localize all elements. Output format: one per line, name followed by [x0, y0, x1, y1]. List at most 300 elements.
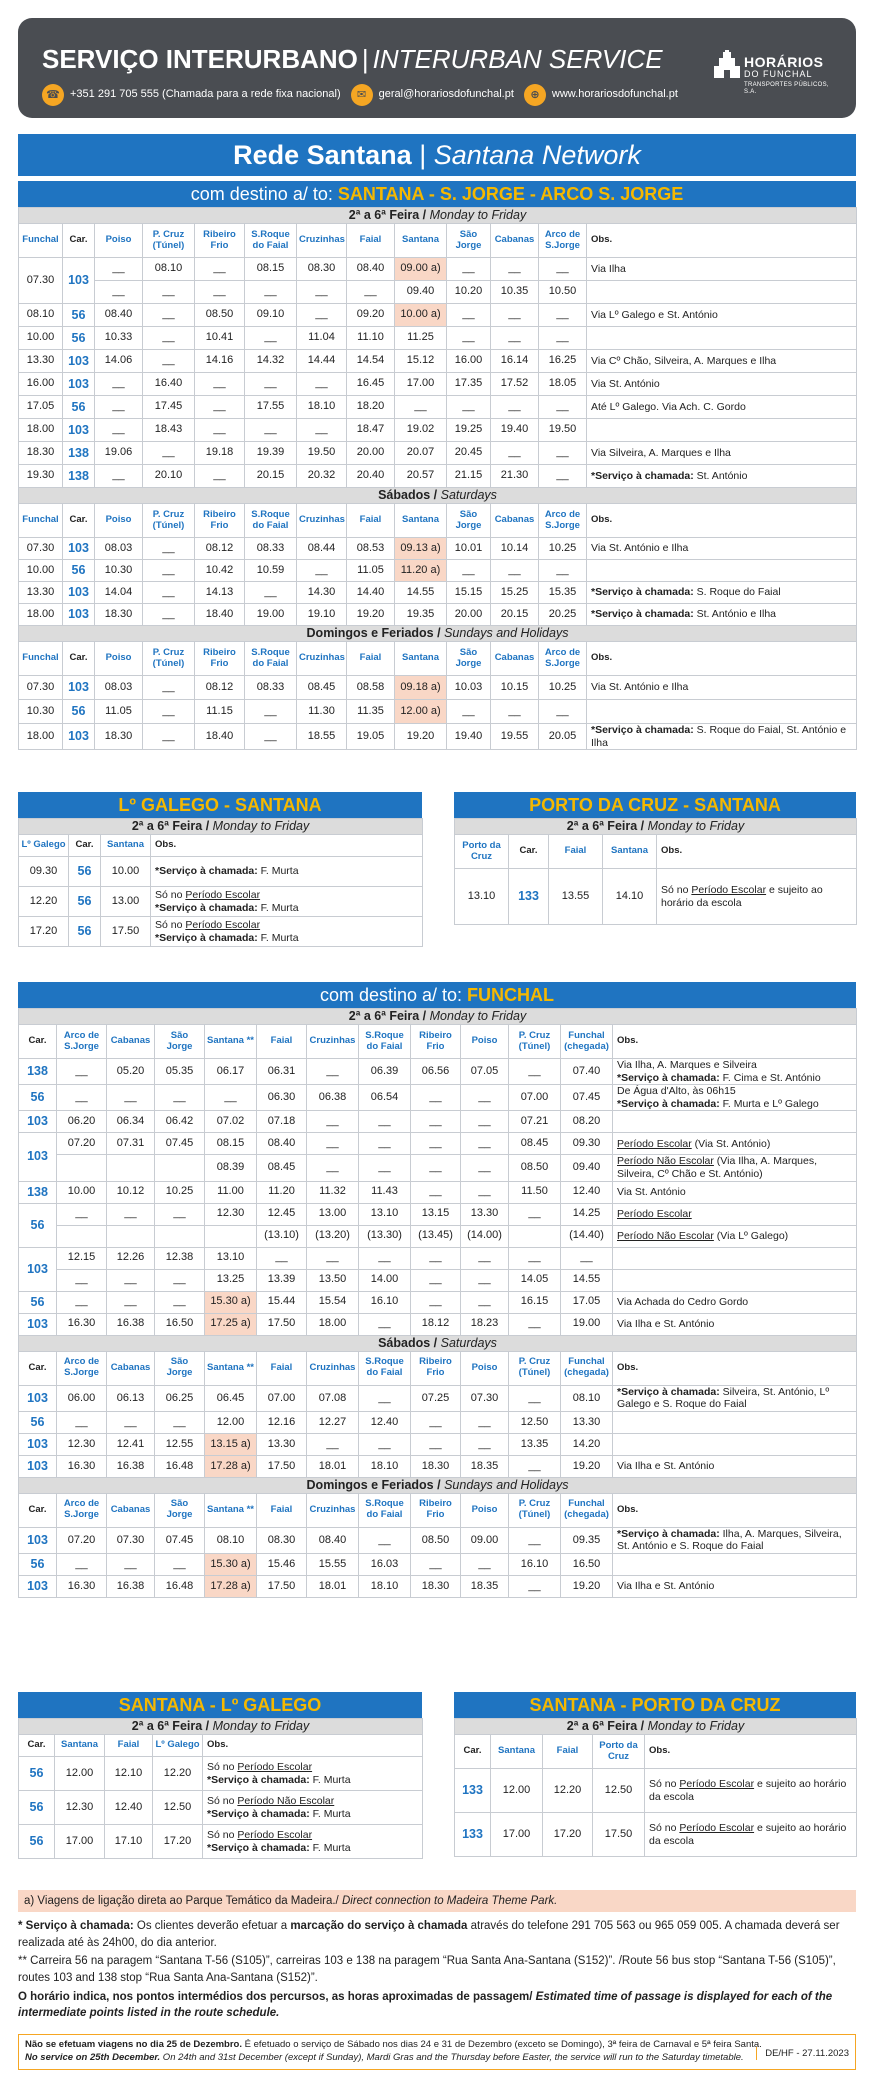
time-cell: 19.18 — [195, 442, 245, 465]
time-cell: 14.44 — [297, 350, 347, 373]
time-cell: __ — [509, 1247, 561, 1269]
day-en: Saturdays — [440, 1335, 497, 1350]
obs-text: F. Murta — [257, 901, 299, 914]
note-star-b2: marcação do serviço à chamada — [290, 1920, 468, 1932]
time-cell: 14.25 — [561, 1203, 613, 1225]
time-cell: 09.20 — [347, 304, 395, 327]
time-cell: __ — [539, 465, 587, 488]
time-cell: __ — [95, 396, 143, 419]
obs-cell — [613, 1111, 857, 1133]
time-cell: 10.00 — [101, 857, 151, 887]
obs-cell — [587, 258, 857, 281]
time-cell: 20.15 — [245, 465, 297, 488]
time-cell: 14.05 — [509, 1269, 561, 1291]
obs-cell — [587, 281, 857, 304]
obs-text: Até Lº Galego. Via Ach. C. Gordo — [591, 400, 746, 413]
column-header: Arco de S.Jorge — [57, 1493, 107, 1527]
phone-text: +351 291 705 555 (Chamada para a rede fixa nacional) — [70, 88, 341, 101]
time-cell: 06.54 — [359, 1085, 411, 1111]
column-header: Santana ** — [205, 1351, 257, 1385]
column-header: Cruzinhas — [307, 1493, 359, 1527]
obs-prefix: Só no — [649, 1777, 680, 1790]
route-number: 56 — [63, 304, 95, 327]
obs-prefix: Só no — [155, 888, 186, 901]
time-cell: __ — [491, 700, 539, 724]
obs-on-demand: *Serviço à chamada: — [155, 931, 258, 944]
time-cell: 08.10 — [143, 258, 195, 281]
email-icon: ✉ — [351, 84, 373, 106]
time-cell: 07.30 — [19, 258, 63, 304]
time-cell: 18.30 — [19, 442, 63, 465]
table-row — [19, 1155, 857, 1181]
column-header: Santana — [603, 835, 657, 869]
network-title — [18, 134, 856, 176]
column-header: Car. — [455, 1735, 491, 1769]
route-number: 56 — [19, 1553, 57, 1575]
time-cell: __ — [143, 327, 195, 350]
time-cell: 18.00 — [307, 1313, 359, 1335]
time-cell: 17.20 — [153, 1825, 203, 1859]
route-number: 103 — [63, 419, 95, 442]
obs-cell — [203, 1757, 423, 1791]
column-header: Cabanas — [491, 224, 539, 258]
time-cell: 08.44 — [297, 538, 347, 560]
time-cell: __ — [539, 327, 587, 350]
network-title-pt: Rede Santana — [233, 140, 412, 170]
note-a — [18, 1890, 856, 1912]
time-cell: __ — [107, 1411, 155, 1433]
time-cell: __ — [107, 1269, 155, 1291]
dest-pre: com destino a/ to: — [319, 985, 463, 1005]
column-header: Obs. — [645, 1735, 857, 1769]
time-cell: __ — [195, 419, 245, 442]
time-cell: 08.45 — [257, 1155, 307, 1181]
column-header: S.Roque do Faial — [359, 1493, 411, 1527]
time-cell: 11.32 — [307, 1181, 359, 1203]
obs-text: F. Murta — [309, 1841, 351, 1854]
day-section-header — [19, 1719, 423, 1735]
email-contact[interactable] — [351, 84, 514, 106]
route-number: 56 — [63, 700, 95, 724]
table-row — [19, 887, 423, 917]
time-cell: 07.45 — [155, 1527, 205, 1553]
time-cell: 12.20 — [153, 1757, 203, 1791]
time-cell: __ — [143, 700, 195, 724]
time-cell: 19.02 — [395, 419, 447, 442]
column-header: Car. — [19, 1351, 57, 1385]
document-code: DE/HF - 27.11.2023 — [756, 2047, 849, 2060]
table-row — [19, 1791, 423, 1825]
route-number: 103 — [63, 350, 95, 373]
time-cell: 16.38 — [107, 1575, 155, 1597]
obs-cell — [613, 1155, 857, 1181]
time-cell: 07.21 — [509, 1111, 561, 1133]
obs-on-demand: *Serviço à chamada: — [591, 586, 694, 599]
footer-pt — [25, 2038, 849, 2051]
table-pcruz-santana — [454, 818, 856, 925]
footer-en-text: On 24th and 31st December (except if Sunday), Mardi Gras and the Thursday before Easter, the service will run to the Saturday timetable. — [160, 2052, 744, 2064]
column-header: Cabanas — [107, 1351, 155, 1385]
website-contact[interactable] — [524, 84, 678, 106]
time-cell: 10.03 — [447, 676, 491, 700]
time-cell: 16.10 — [359, 1291, 411, 1313]
column-header: Car. — [509, 835, 549, 869]
time-cell: 17.00 — [55, 1825, 105, 1859]
obs-cell — [151, 857, 423, 887]
time-cell: 11.04 — [297, 327, 347, 350]
time-cell: 08.39 — [205, 1155, 257, 1181]
time-cell: __ — [297, 281, 347, 304]
header-row — [19, 1351, 857, 1385]
time-cell: 17.50 — [257, 1575, 307, 1597]
time-cell: 18.05 — [539, 373, 587, 396]
time-cell: 09.00 a) — [395, 258, 447, 281]
time-cell: 18.30 — [95, 604, 143, 626]
column-header: Funchal — [19, 642, 63, 676]
time-cell: __ — [245, 582, 297, 604]
phone-contact[interactable] — [42, 84, 341, 106]
route-number: 103 — [63, 582, 95, 604]
time-cell — [205, 1225, 257, 1247]
column-header: Arco de S.Jorge — [539, 504, 587, 538]
time-cell: 16.30 — [57, 1575, 107, 1597]
table-row — [19, 396, 857, 419]
day-en: Monday to Friday — [429, 1009, 527, 1023]
column-header: Poiso — [461, 1351, 509, 1385]
obs-prefix: Só no — [649, 1821, 680, 1834]
note-est-en: Estimated time of passage is displayed for each of the intermediate points listed in the route schedule. — [18, 1990, 833, 2020]
obs-text: S. Roque do Faial, St. António e Ilha — [591, 724, 847, 749]
day-pt: 2ª a 6ª Feira / — [131, 819, 210, 833]
obs-cell — [613, 1433, 857, 1455]
time-cell: 14.54 — [347, 350, 395, 373]
time-cell: 15.12 — [395, 350, 447, 373]
column-header: Faial — [257, 1351, 307, 1385]
time-cell: 13.55 — [549, 869, 603, 925]
time-cell: 08.10 — [561, 1385, 613, 1411]
column-header: Santana — [55, 1735, 105, 1757]
time-cell: 12.00 — [491, 1769, 543, 1813]
column-header: Car. — [63, 642, 95, 676]
obs-text: F. Murta — [309, 1773, 351, 1786]
time-cell: __ — [257, 1247, 307, 1269]
dest-pre: com destino a/ to: — [190, 184, 333, 204]
obs-text: Silveira, St. António, Lº Galego e S. Roque do Faial — [617, 1385, 830, 1411]
column-header: Faial — [543, 1735, 593, 1769]
time-cell: __ — [143, 582, 195, 604]
column-header: São Jorge — [155, 1351, 205, 1385]
building-logo-icon — [714, 50, 740, 84]
time-cell: 15.25 — [491, 582, 539, 604]
column-header: Poiso — [461, 1025, 509, 1059]
route-number: 56 — [69, 887, 101, 917]
time-cell: 08.10 — [205, 1527, 257, 1553]
table-row — [19, 1527, 857, 1553]
time-cell: 07.18 — [257, 1111, 307, 1133]
time-cell: 20.07 — [395, 442, 447, 465]
obs-text: F. Murta e Lº Galego — [719, 1097, 819, 1110]
obs-text: Via St. António e Ilha — [591, 681, 689, 694]
time-cell: 12.15 — [57, 1247, 107, 1269]
header-row — [19, 224, 857, 258]
time-cell: __ — [307, 1133, 359, 1155]
column-header: Porto da Cruz — [593, 1735, 645, 1769]
time-cell: 17.45 — [143, 396, 195, 419]
obs-text: e sujeito ao horário da escola — [649, 1821, 847, 1847]
time-cell: (13.10) — [257, 1225, 307, 1247]
obs-text: (Via St. António) — [691, 1137, 771, 1150]
service-title — [42, 44, 663, 75]
obs-text: Via Silveira, A. Marques e Ilha — [591, 446, 731, 459]
time-cell: 12.00 — [205, 1411, 257, 1433]
time-cell: 14.30 — [297, 582, 347, 604]
obs-cell — [613, 1455, 857, 1477]
time-cell: __ — [411, 1247, 461, 1269]
column-header: São Jorge — [155, 1493, 205, 1527]
table-row — [19, 1085, 857, 1111]
time-cell: __ — [461, 1181, 509, 1203]
obs-text: Via Achada do Cedro Gordo — [617, 1295, 749, 1308]
time-cell: 08.30 — [297, 258, 347, 281]
route-number: 103 — [19, 1385, 57, 1411]
time-cell: 19.35 — [395, 604, 447, 626]
time-cell: __ — [539, 258, 587, 281]
time-cell: 12.27 — [307, 1411, 359, 1433]
time-cell: __ — [491, 304, 539, 327]
time-cell: __ — [347, 281, 395, 304]
time-cell: 06.13 — [107, 1385, 155, 1411]
obs-text: e sujeito ao horário da escola — [649, 1777, 847, 1803]
time-cell: 12.20 — [19, 887, 69, 917]
obs-text: F. Murta — [257, 865, 299, 878]
time-cell — [107, 1155, 155, 1181]
time-cell: 11.35 — [347, 700, 395, 724]
table-row — [19, 917, 423, 947]
obs-prefix: Só no — [207, 1794, 238, 1807]
time-cell: 06.31 — [257, 1059, 307, 1085]
time-cell: 13.30 — [19, 350, 63, 373]
day-en: Sundays and Holidays — [444, 1477, 569, 1492]
time-cell: 19.30 — [19, 465, 63, 488]
time-cell: 18.01 — [307, 1575, 359, 1597]
obs-on-demand: *Serviço à chamada: — [617, 1527, 720, 1540]
time-cell — [155, 1225, 205, 1247]
time-cell: 11.05 — [347, 560, 395, 582]
column-header: São Jorge — [447, 504, 491, 538]
column-header: Faial — [549, 835, 603, 869]
time-cell: 21.15 — [447, 465, 491, 488]
time-cell: 19.00 — [561, 1313, 613, 1335]
time-cell: 18.30 — [95, 724, 143, 750]
time-cell: 15.15 — [447, 582, 491, 604]
time-cell: 16.10 — [509, 1553, 561, 1575]
time-cell: 19.00 — [245, 604, 297, 626]
time-cell: __ — [411, 1133, 461, 1155]
time-cell: 10.14 — [491, 538, 539, 560]
column-header: Faial — [347, 504, 395, 538]
column-header: Arco de S.Jorge — [539, 642, 587, 676]
column-header: Santana — [395, 224, 447, 258]
table-to-santana — [18, 207, 856, 750]
obs-period: Período Escolar — [617, 1137, 692, 1150]
time-cell: 18.01 — [307, 1455, 359, 1477]
footer-pt-text: É efetuado o serviço de Sábado nos dias 24 e 31 de Dezembro (exceto se Domingo), 3ª feira de Carnaval e 5ª feira Santa. — [242, 2039, 762, 2050]
time-cell: __ — [297, 373, 347, 396]
column-header: Ribeiro Frio — [411, 1025, 461, 1059]
time-cell: 12.50 — [593, 1769, 645, 1813]
time-cell: 19.40 — [447, 724, 491, 750]
table-row — [19, 304, 857, 327]
time-cell: 10.25 — [155, 1181, 205, 1203]
route-number: 103 — [19, 1247, 57, 1291]
time-cell: 17.28 a) — [205, 1575, 257, 1597]
obs-period: Período Não Escolar — [617, 1155, 714, 1168]
day-pt: 2ª a 6ª Feira / — [566, 819, 645, 833]
time-cell: 12.10 — [105, 1757, 153, 1791]
santana-pcruz-title: SANTANA - PORTO DA CRUZ — [454, 1692, 856, 1718]
time-cell: 11.15 — [195, 700, 245, 724]
time-cell: (14.40) — [561, 1225, 613, 1247]
column-header: Cabanas — [491, 504, 539, 538]
time-cell: 16.00 — [19, 373, 63, 396]
time-cell: __ — [95, 465, 143, 488]
time-cell: 17.50 — [593, 1813, 645, 1857]
route-number: 56 — [19, 1757, 55, 1791]
time-cell: __ — [411, 1111, 461, 1133]
time-cell: 06.56 — [411, 1059, 461, 1085]
time-cell — [57, 1225, 107, 1247]
time-cell: 09.00 — [461, 1527, 509, 1553]
obs-cell — [613, 1527, 857, 1553]
notes — [18, 1918, 856, 2024]
column-header: Car. — [19, 1735, 55, 1757]
time-cell: 13.25 — [205, 1269, 257, 1291]
column-header: Ribeiro Frio — [411, 1351, 461, 1385]
column-header: Ribeiro Frio — [195, 642, 245, 676]
time-cell: __ — [143, 538, 195, 560]
header-row — [455, 835, 857, 869]
obs-text: Via St. António — [591, 377, 660, 390]
time-cell: 07.45 — [155, 1133, 205, 1155]
column-header: Faial — [257, 1025, 307, 1059]
time-cell: __ — [195, 465, 245, 488]
time-cell: __ — [491, 327, 539, 350]
column-header: São Jorge — [155, 1025, 205, 1059]
time-cell: __ — [195, 373, 245, 396]
time-cell: (13.45) — [411, 1225, 461, 1247]
table-row — [19, 465, 857, 488]
time-cell: __ — [447, 700, 491, 724]
time-cell: 19.55 — [491, 724, 539, 750]
time-cell: __ — [509, 1385, 561, 1411]
column-header: Santana ** — [205, 1493, 257, 1527]
obs-text: F. Cima e St. António — [719, 1071, 821, 1084]
time-cell: 19.25 — [447, 419, 491, 442]
day-en: Sundays and Holidays — [444, 626, 569, 640]
column-header: Poiso — [95, 642, 143, 676]
obs-cell — [613, 1553, 857, 1575]
obs-cell — [587, 700, 857, 724]
obs-cell — [587, 396, 857, 419]
obs-text: Via Cº Chão, Silveira, A. Marques e Ilha — [591, 354, 777, 367]
time-cell: 18.55 — [297, 724, 347, 750]
column-header: Car. — [63, 504, 95, 538]
time-cell: __ — [307, 1247, 359, 1269]
route-number: 56 — [19, 1291, 57, 1313]
column-header: Cruzinhas — [297, 224, 347, 258]
time-cell: 08.40 — [95, 304, 143, 327]
time-cell: __ — [509, 1455, 561, 1477]
column-header: Ribeiro Frio — [195, 504, 245, 538]
obs-on-demand: *Serviço à chamada: — [155, 901, 258, 914]
time-cell — [509, 1225, 561, 1247]
route-number: 103 — [19, 1575, 57, 1597]
galego-santana-title: Lº GALEGO - SANTANA — [18, 792, 422, 818]
time-cell: 08.50 — [195, 304, 245, 327]
time-cell: 15.54 — [307, 1291, 359, 1313]
column-header: Cabanas — [491, 642, 539, 676]
time-cell: 15.30 a) — [205, 1291, 257, 1313]
time-cell: 10.01 — [447, 538, 491, 560]
time-cell: 07.25 — [411, 1385, 461, 1411]
phone-icon: ☎ — [42, 84, 64, 106]
time-cell: __ — [57, 1411, 107, 1433]
time-cell: 19.10 — [297, 604, 347, 626]
route-number: 56 — [19, 1085, 57, 1111]
time-cell: 15.35 — [539, 582, 587, 604]
time-cell: 18.10 — [297, 396, 347, 419]
title-pt: SERVIÇO INTERURBANO — [42, 44, 358, 74]
obs-period: Período Escolar — [237, 1828, 313, 1841]
time-cell: 10.20 — [447, 281, 491, 304]
obs-text: Via Ilha e St. António — [617, 1580, 715, 1593]
time-cell: 07.30 — [461, 1385, 509, 1411]
time-cell: (14.00) — [461, 1225, 509, 1247]
time-cell: __ — [107, 1291, 155, 1313]
time-cell: 10.00 a) — [395, 304, 447, 327]
obs-on-demand: *Serviço à chamada: — [207, 1807, 310, 1820]
time-cell: 09.35 — [561, 1527, 613, 1553]
note-dstar: ** Carreira 56 na paragem “Santana T-56 (S105)”, carreiras 103 e 138 na paragem “Rua Santa Ana-Santana (S152)”. /Route 56 bus stop “Santana T-56 (S105)”, routes 103 and 138 stop “Rua Santa Ana-Santana (S152)”. — [18, 1955, 836, 1985]
table-row — [19, 1553, 857, 1575]
table-galego-santana — [18, 818, 422, 947]
time-cell: __ — [143, 724, 195, 750]
column-header: Obs. — [151, 835, 423, 857]
column-header: Obs. — [587, 504, 857, 538]
time-cell: 08.58 — [347, 676, 395, 700]
time-cell: 07.31 — [107, 1133, 155, 1155]
route-number: 103 — [19, 1433, 57, 1455]
time-cell: 20.00 — [347, 442, 395, 465]
time-cell: 17.05 — [19, 396, 63, 419]
time-cell: 18.00 — [19, 604, 63, 626]
time-cell: __ — [461, 1155, 509, 1181]
time-cell: 19.20 — [561, 1575, 613, 1597]
time-cell: 12.16 — [257, 1411, 307, 1433]
time-cell: 10.30 — [19, 700, 63, 724]
obs-cell — [203, 1791, 423, 1825]
table-row — [19, 1291, 857, 1313]
time-cell: 20.57 — [395, 465, 447, 488]
time-cell: __ — [57, 1085, 107, 1111]
time-cell: 14.40 — [347, 582, 395, 604]
column-header: Arco de S.Jorge — [57, 1351, 107, 1385]
time-cell: 16.40 — [143, 373, 195, 396]
time-cell: __ — [155, 1085, 205, 1111]
day-pt: Domingos e Feriados / — [306, 626, 441, 640]
time-cell: 10.50 — [539, 281, 587, 304]
time-cell: 18.10 — [359, 1455, 411, 1477]
